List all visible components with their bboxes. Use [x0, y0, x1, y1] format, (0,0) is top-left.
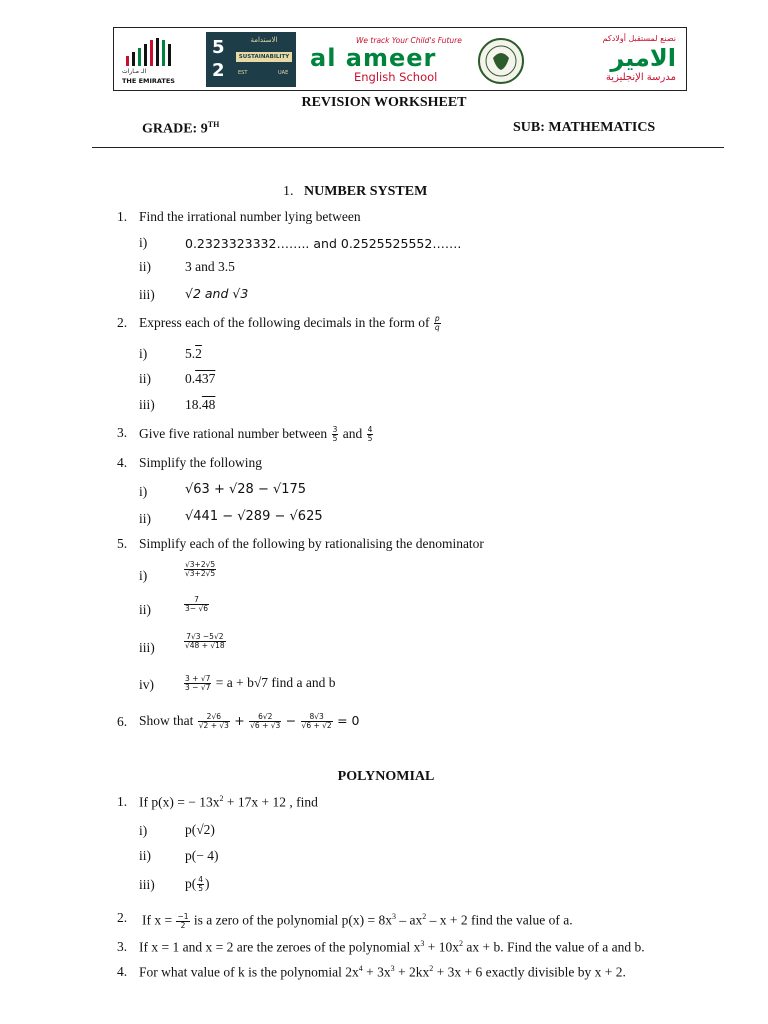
fraction-denominator: 5 — [367, 434, 373, 444]
section-title: NUMBER SYSTEM — [304, 184, 428, 199]
exponent: 2 — [429, 964, 434, 973]
option-label: ii) — [139, 259, 151, 274]
sustainability-logo — [206, 32, 296, 87]
question-text — [139, 706, 359, 736]
question-text-part: + 3x + 6 exactly divisible by x + 2. — [433, 964, 626, 980]
option-text — [185, 371, 215, 387]
option-text: 0.2323323332…….. and 0.2525525552……. — [185, 236, 462, 251]
question-number: 2. — [117, 315, 128, 330]
fraction-numerator: p — [434, 314, 440, 324]
fraction — [332, 426, 339, 444]
question-number: 1. — [117, 209, 128, 224]
fraction-denominator: 5 — [198, 884, 204, 894]
option-text — [185, 870, 210, 898]
fraction-denominator: √6 + √3 — [250, 721, 281, 731]
exponent: 3 — [420, 939, 425, 948]
question-number: 4. — [117, 964, 128, 979]
decimal-repeating: 2 — [195, 346, 202, 361]
fraction — [184, 596, 209, 614]
fraction — [184, 561, 216, 579]
school-subtitle: English School — [354, 70, 438, 84]
fraction-numerator: 7√3 −5√2 — [184, 633, 226, 642]
function-close: ) — [205, 876, 210, 891]
fraction-denominator: √48 + √18 — [185, 641, 225, 651]
question-text-part: If x = 1 and x = 2 are the zeroes of the polynomial x — [139, 939, 421, 955]
equation-rest: = 0 — [337, 713, 360, 728]
fraction-numerator: −1 — [177, 911, 189, 921]
fraction-denominator: 3 − √7 — [185, 683, 211, 693]
question-text — [139, 794, 318, 811]
option-label: i) — [139, 484, 148, 499]
option-text — [185, 346, 202, 362]
option-label: iii) — [139, 287, 155, 302]
sustainability-sub-left: EST — [238, 70, 248, 76]
question-text: Simplify each of the following by rationalising the denominator — [139, 536, 484, 551]
question-text-main: Give five rational number between — [139, 426, 328, 441]
grade-label — [142, 120, 219, 138]
option-label: i) — [139, 823, 148, 838]
question-text-part: + 17x + 12 , find — [223, 794, 318, 810]
sustainability-sub-right: UAE — [278, 70, 289, 76]
fraction-denominator: 5 — [332, 434, 338, 444]
option-text: p(− 4) — [185, 848, 219, 863]
question-text-part: ax + b. Find the value of a and b. — [463, 939, 645, 955]
exponent: 2 — [219, 794, 224, 803]
school-crest — [476, 36, 526, 86]
fraction — [301, 713, 333, 731]
option-label: i) — [139, 346, 148, 361]
option-label: ii) — [139, 602, 151, 617]
fraction-numerator: 3 — [332, 425, 338, 435]
option-label: iv) — [139, 677, 154, 692]
school-crest-graphic — [476, 36, 526, 86]
section-polynomial-heading: POLYNOMIAL — [337, 769, 435, 784]
question-text-part: If p(x) = − 13x — [139, 794, 220, 810]
option-text: √63 + √28 − √175 — [185, 482, 307, 497]
option-label: i) — [139, 568, 148, 583]
fraction — [197, 876, 204, 894]
fraction-denominator: √3+2√5 — [185, 569, 216, 579]
fraction — [176, 913, 189, 931]
question-text — [139, 315, 442, 333]
worksheet-title: REVISION WORKSHEET — [301, 95, 467, 110]
question-text-part: + 10x — [424, 939, 460, 955]
school-subtitle-ar: مدرسة الإنجليزية — [605, 72, 676, 83]
option-label: iii) — [139, 877, 155, 892]
option-label: ii) — [139, 511, 151, 526]
decimal-whole: 18. — [185, 397, 202, 412]
option-label: i) — [139, 235, 148, 250]
question-text-part: – x + 2 find the value of a. — [426, 912, 573, 928]
option-text — [183, 561, 217, 579]
option-text — [183, 633, 227, 651]
emirates-logo-label: THE EMIRATES — [122, 77, 175, 85]
exponent: 3 — [390, 964, 395, 973]
fraction-numerator: 6√2 — [249, 713, 281, 722]
fraction-denominator: √6 + √2 — [301, 721, 332, 731]
question-number: 2. — [117, 910, 128, 925]
school-tagline-ar: نصنع لمستقبل أولادكم — [602, 34, 676, 43]
operator: − — [285, 713, 297, 728]
conjunction: and — [342, 426, 363, 441]
decimal-whole: 5. — [185, 346, 196, 361]
question-text — [142, 903, 573, 935]
question-text-main: Show that — [139, 713, 194, 728]
sustainability-label: SUSTAINABILITY — [236, 52, 292, 62]
fraction — [184, 675, 211, 693]
option-text: √441 − √289 − √625 — [185, 509, 323, 524]
exponent: 2 — [422, 912, 427, 921]
function-open: p( — [185, 876, 197, 891]
fraction-numerator: 8√3 — [301, 713, 333, 722]
option-text: p(√2) — [185, 822, 215, 837]
school-logo-arabic — [528, 34, 680, 88]
decimal-repeating: 48 — [201, 397, 216, 412]
exponent: 3 — [392, 912, 396, 921]
option-text — [183, 596, 210, 614]
question-number: 5. — [117, 536, 128, 551]
decimal-whole: 0. — [185, 371, 196, 386]
question-text: Simplify the following — [139, 455, 262, 470]
school-tagline: We track Your Child's Future — [356, 36, 462, 45]
fraction-p-over-q — [434, 315, 441, 333]
fraction-numerator: √3+2√5 — [185, 560, 216, 570]
question-text-part: is a zero of the polynomial p(x) = 8x — [193, 912, 392, 928]
grade-text: GRADE: 9 — [142, 121, 208, 137]
fraction-denominator: √2 + √3 — [198, 721, 229, 731]
question-text — [139, 964, 626, 981]
fraction-denominator: 2 — [180, 920, 186, 930]
emirates-logo — [122, 34, 184, 86]
exponent: 2 — [459, 939, 464, 948]
fraction-denominator: q — [434, 323, 440, 333]
exponent: 4 — [358, 964, 363, 973]
option-label: iii) — [139, 640, 155, 655]
question-text-part: + 3x — [362, 964, 391, 980]
option-text: 3 and 3.5 — [185, 259, 235, 274]
decimal-repeating: 437 — [195, 371, 216, 386]
question-text: Find the irrational number lying between — [139, 209, 361, 224]
question-number: 4. — [117, 455, 128, 470]
school-name: al ameer — [310, 44, 437, 72]
school-logo-text — [310, 36, 460, 86]
section-number-system-heading — [283, 184, 427, 200]
fraction — [184, 633, 226, 651]
question-number: 3. — [117, 939, 128, 954]
question-text — [139, 939, 645, 956]
option-label: ii) — [139, 848, 151, 863]
question-text-part: For what value of k is the polynomial 2x — [139, 964, 359, 980]
operator: + — [234, 713, 245, 728]
question-text-part: – ax — [396, 912, 423, 928]
question-number: 3. — [117, 425, 128, 440]
question-number: 1. — [117, 794, 128, 809]
subject-label: SUB: MATHEMATICS — [513, 120, 656, 135]
fraction-numerator: 4 — [198, 875, 204, 885]
question-number: 6. — [117, 714, 128, 729]
equation-rest: = a + b√7 find a and b — [215, 675, 336, 690]
sustainability-digits: 52 — [212, 37, 225, 81]
emirates-logo-ar: الـ مـارات — [122, 68, 147, 75]
question-text-part: If x = — [142, 912, 173, 928]
option-text — [185, 397, 215, 413]
fraction — [198, 713, 230, 731]
sustainability-ar: الاستدامة — [250, 36, 278, 44]
fraction-numerator: 7 — [184, 596, 209, 605]
section-number: 1. — [283, 184, 294, 199]
fraction — [367, 426, 374, 444]
fraction-numerator: 3 + √7 — [185, 674, 211, 684]
option-label: ii) — [139, 371, 151, 386]
fraction-numerator: 4 — [367, 425, 373, 435]
fraction — [249, 713, 281, 731]
question-text — [139, 421, 374, 447]
grade-superscript: TH — [207, 120, 220, 129]
question-text-main: Express each of the following decimals in the form of — [139, 315, 430, 330]
fraction-numerator: 2√6 — [198, 713, 230, 722]
option-text: √2 and √3 — [185, 286, 249, 301]
fraction-denominator: 3− √6 — [185, 604, 208, 614]
school-name-ar: الامير — [610, 44, 676, 72]
header-rule — [92, 147, 724, 148]
question-text-part: + 2kx — [394, 964, 430, 980]
option-label: iii) — [139, 397, 155, 412]
option-text — [183, 670, 335, 696]
